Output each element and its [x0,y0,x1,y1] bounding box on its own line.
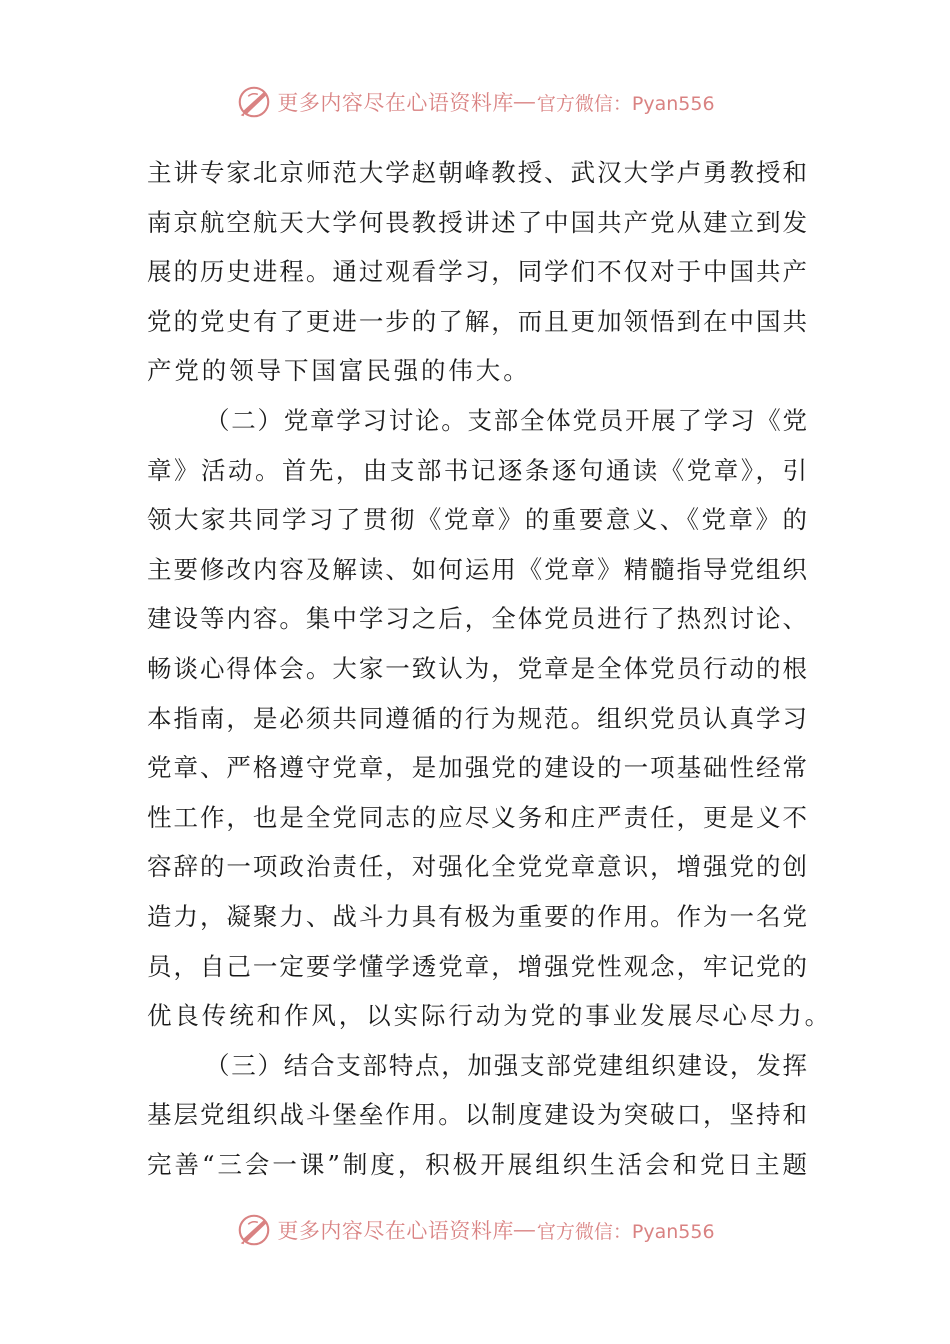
banner-dash: — [513,1218,535,1241]
body-line: 优良传统和作风，以实际行动为党的事业发展尽心尽力。 [147,1001,832,1031]
body-line: 党章、严格遵守党章，是加强党的建设的一项基础性经常 [147,753,807,783]
body-line: 建设等内容。集中学习之后，全体党员进行了热烈讨论、 [147,604,807,634]
body-line: 南京航空航天大学何畏教授讲述了中国共产党从建立到发 [147,207,807,237]
body-line: 主讲专家北京师范大学赵朝峰教授、武汉大学卢勇教授和 [147,158,807,187]
pen-logo-icon [235,1211,273,1249]
banner-slogan: 更多内容尽在心语资料库 [277,91,514,115]
header-banner [0,80,950,124]
body-line: 展的历史进程。通过观看学习，同学们不仅对于中国共产 [147,257,807,287]
document-body [147,148,832,1189]
body-line: 完善“三会一课”制度，积极开展组织生活会和党日主题 [147,1149,807,1179]
footer-banner [0,1208,950,1252]
body-line: 员，自己一定要学懂学透党章，增强党性观念，牢记党的 [147,951,807,981]
body-line: 主要修改内容及解读、如何运用《党章》精髓指导党组织 [147,554,807,584]
body-line: 领大家共同学习了贯彻《党章》的重要意义、《党章》的 [147,505,807,535]
pen-logo-icon [235,83,273,121]
banner-contact: 官方微信：Pyan556 [536,92,715,115]
paragraph-start-line: （三）结合支部特点，加强支部党建组织建设，发挥 [205,1050,807,1080]
body-line: 党的党史有了更进一步的了解，而且更加领悟到在中国共 [147,306,807,336]
body-line: 基层党组织战斗堡垒作用。以制度建设为突破口，坚持和 [147,1100,807,1130]
body-line: 造力，凝聚力、战斗力具有极为重要的作用。作为一名党 [147,901,807,931]
body-line: 章》活动。首先，由支部书记逐条逐句通读《党章》，引 [147,455,807,485]
banner-slogan: 更多内容尽在心语资料库 [277,1219,514,1243]
banner-dash: — [513,90,535,113]
body-line: 容辞的一项政治责任，对强化全党党章意识，增强党的创 [147,852,807,882]
body-line: 产党的领导下国富民强的伟大。 [147,356,531,386]
body-line: 性工作，也是全党同志的应尽义务和庄严责任，更是义不 [147,802,807,832]
body-line: 本指南，是必须共同遵循的行为规范。组织党员认真学习 [147,703,807,733]
banner-contact: 官方微信：Pyan556 [536,1220,715,1243]
body-line: 畅谈心得体会。大家一致认为，党章是全体党员行动的根 [147,653,807,683]
paragraph-start-line: （二）党章学习讨论。支部全体党员开展了学习《党 [205,405,807,435]
